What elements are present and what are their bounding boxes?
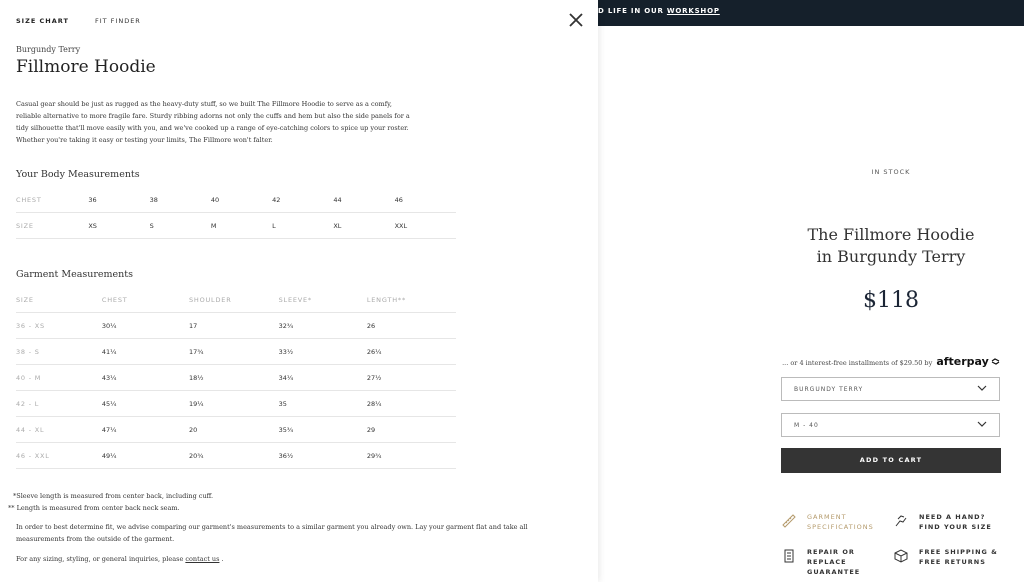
feature-line: FREE RETURNS	[919, 558, 986, 566]
table-cell: 36	[88, 187, 149, 213]
workshop-link[interactable]: WORKSHOP	[666, 7, 720, 15]
product-title-line2: in Burgundy Terry	[816, 247, 966, 266]
table-cell: 29¾	[367, 443, 456, 469]
table-cell: 26	[367, 313, 456, 339]
add-to-cart-button[interactable]: ADD TO CART	[781, 448, 1001, 473]
table-cell: 42	[272, 187, 333, 213]
row-label: 42 - L	[16, 391, 102, 417]
feature-line: FREE SHIPPING &	[919, 548, 998, 556]
column-header: LENGTH**	[367, 287, 456, 313]
product-title-line1: The Fillmore Hoodie	[807, 225, 975, 244]
feature-free-shipping[interactable]	[893, 546, 1003, 570]
table-cell: 36½	[279, 443, 367, 469]
feature-repair-replace[interactable]	[781, 546, 891, 576]
table-row	[16, 365, 456, 391]
chevron-down-icon	[977, 383, 987, 393]
stock-status: IN STOCK	[871, 168, 911, 176]
table-cell: 29	[367, 417, 456, 443]
feature-label	[807, 512, 897, 532]
row-label: SIZE	[16, 213, 88, 239]
close-icon[interactable]	[567, 11, 585, 29]
length-note: ** Length is measured from center back neck seam.	[8, 504, 180, 512]
announcement-message: D LIFE IN OUR	[598, 7, 664, 15]
table-row	[16, 187, 456, 213]
modal-product-title: Fillmore Hoodie	[16, 57, 156, 77]
table-cell: 40	[211, 187, 272, 213]
afterpay-arrows-icon	[991, 358, 1000, 365]
table-cell: 38	[150, 187, 211, 213]
table-cell: XL	[333, 213, 394, 239]
feature-label	[919, 512, 1009, 532]
feature-line: GUARANTEE	[807, 568, 861, 576]
sleeve-note: *Sleeve length is measured from center back, including cuff.	[13, 492, 214, 500]
body-measurements-heading: Your Body Measurements	[16, 169, 140, 180]
table-cell: 20	[189, 417, 279, 443]
afterpay-logo[interactable]: afterpay	[936, 355, 989, 368]
feature-label	[807, 547, 897, 577]
table-cell: 20¾	[189, 443, 279, 469]
table-row	[16, 391, 456, 417]
table-header-row	[16, 287, 456, 313]
column-header: SLEEVE*	[279, 287, 367, 313]
chevron-down-icon	[977, 419, 987, 429]
inquiry-end: .	[221, 555, 224, 563]
table-cell: 27½	[367, 365, 456, 391]
garment-measurements-heading: Garment Measurements	[16, 269, 133, 280]
contact-us-link[interactable]: contact us	[185, 555, 220, 563]
size-select-value: M - 40	[794, 422, 819, 429]
table-cell: 28¼	[367, 391, 456, 417]
feature-line: REPAIR OR REPLACE	[807, 548, 855, 566]
table-cell: 18½	[189, 365, 279, 391]
table-cell: 30¼	[102, 313, 189, 339]
product-details	[780, 26, 1002, 582]
feature-garment-specs[interactable]	[781, 511, 891, 535]
table-cell: 26¼	[367, 339, 456, 365]
box-icon	[893, 548, 909, 564]
color-select-value: BURGUNDY TERRY	[794, 386, 864, 393]
table-cell: 49¼	[102, 443, 189, 469]
announcement-text	[598, 7, 720, 15]
feature-line: FIND YOUR SIZE	[919, 523, 992, 531]
size-select[interactable]	[781, 413, 1000, 437]
repair-icon	[781, 548, 797, 564]
feature-line: GARMENT	[807, 513, 847, 521]
hand-icon	[893, 513, 909, 529]
table-cell: 35¾	[279, 417, 367, 443]
table-cell: 46	[395, 187, 456, 213]
table-cell: 44	[333, 187, 394, 213]
tab-size-chart[interactable]: SIZE CHART	[16, 17, 69, 25]
table-cell: 32¾	[279, 313, 367, 339]
row-label: 38 - S	[16, 339, 102, 365]
feature-line: NEED A HAND?	[919, 513, 986, 521]
table-cell: 43¼	[102, 365, 189, 391]
table-row	[16, 339, 456, 365]
table-cell: 35	[279, 391, 367, 417]
row-label: CHEST	[16, 187, 88, 213]
table-cell: 47¼	[102, 417, 189, 443]
table-row	[16, 313, 456, 339]
product-description: Casual gear should be just as rugged as the heavy-duty stuff, so we built The Fillmore Hoodie to serve as a comfy, reliable alternative to more fragile fare. Sturdy ribbing adorns not only the cuffs and hem but also the side panels for a tidy silhouette that'll move easily with you, and we've cooked up a range of eye-catching colors to spice up your roster. Whether you're taking it easy or testing your limits, The Fillmore won't falter.	[16, 100, 410, 144]
table-row	[16, 213, 456, 239]
product-title	[780, 224, 1002, 268]
feature-label	[919, 547, 1009, 567]
table-row	[16, 443, 456, 469]
garment-measurements-table	[16, 287, 456, 469]
row-label: 46 - XXL	[16, 443, 102, 469]
table-cell: 45¼	[102, 391, 189, 417]
modal-tabs	[16, 17, 164, 25]
column-header: SHOULDER	[189, 287, 279, 313]
feature-line: SPECIFICATIONS	[807, 523, 874, 531]
body-measurements-table	[16, 187, 456, 239]
table-cell: 19¼	[189, 391, 279, 417]
table-cell: 33½	[279, 339, 367, 365]
afterpay-text: ... or 4 interest-free installments of $29.50 by	[782, 359, 933, 367]
table-cell: S	[150, 213, 211, 239]
feature-find-size[interactable]	[893, 511, 1003, 535]
inquiry-line	[16, 553, 576, 565]
tab-fit-finder[interactable]: FIT FINDER	[94, 17, 141, 25]
table-row	[16, 417, 456, 443]
table-cell: L	[272, 213, 333, 239]
afterpay-info	[780, 355, 1002, 368]
fit-advice: In order to best determine fit, we advise comparing our garment's measurements to a similar garment you already own. Lay your garment flat and take all measurements from the outside of the garment.	[16, 523, 528, 543]
row-label: 36 - XS	[16, 313, 102, 339]
measurement-notes	[8, 490, 213, 514]
inquiry-text: For any sizing, styling, or general inquiries, please	[16, 555, 184, 563]
column-header: CHEST	[102, 287, 189, 313]
table-cell: XXL	[395, 213, 456, 239]
color-select[interactable]	[781, 377, 1000, 401]
table-cell: 41¼	[102, 339, 189, 365]
product-price: $118	[863, 288, 919, 313]
product-color-name: Burgundy Terry	[16, 45, 81, 54]
table-cell: 17¾	[189, 339, 279, 365]
table-cell: M	[211, 213, 272, 239]
table-cell: XS	[88, 213, 149, 239]
column-header: SIZE	[16, 287, 102, 313]
table-cell: 17	[189, 313, 279, 339]
row-label: 44 - XL	[16, 417, 102, 443]
row-label: 40 - M	[16, 365, 102, 391]
table-cell: 34¼	[279, 365, 367, 391]
ruler-icon	[781, 513, 797, 529]
